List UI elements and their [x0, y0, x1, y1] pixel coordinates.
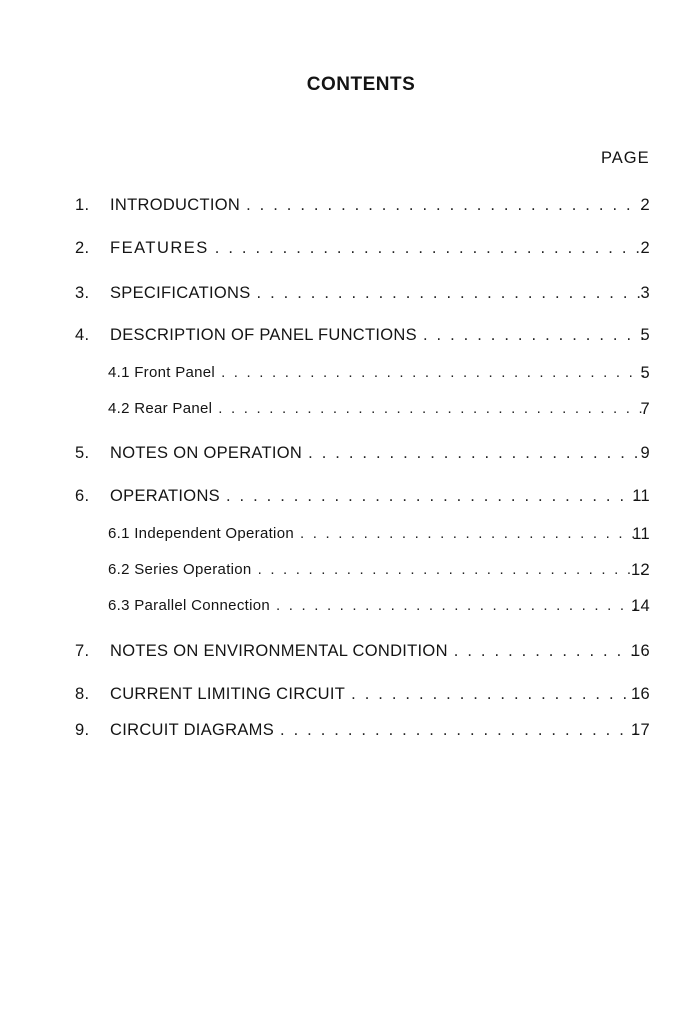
page-column-label: PAGE	[601, 149, 650, 167]
toc-entry-title: INTRODUCTION	[110, 196, 241, 214]
toc-entry-page: 5	[640, 364, 650, 382]
dot-leader	[246, 196, 646, 215]
toc-entry-page: 16	[631, 685, 650, 703]
page-title: CONTENTS	[306, 74, 416, 95]
toc-entry-front-panel[interactable]	[0, 364, 686, 388]
toc-entry-line	[110, 284, 646, 303]
toc-entry-page: 9	[640, 444, 650, 462]
toc-entry-current-limiting-circuit[interactable]	[0, 685, 686, 709]
toc-entry-page: 2	[640, 196, 650, 214]
toc-entry-title: OPERATIONS	[110, 487, 220, 505]
toc-entry-title: 6.3 Parallel Connection	[108, 597, 270, 614]
toc-entry-number: 6.	[75, 487, 90, 505]
toc-entry-specifications[interactable]	[0, 284, 686, 308]
toc-entry-line	[108, 597, 646, 614]
toc-entry-number: 5.	[75, 444, 90, 462]
toc-entry-page: 16	[631, 642, 650, 660]
toc-entry-page: 12	[631, 561, 650, 579]
toc-entry-features[interactable]	[0, 239, 686, 263]
toc-entry-title: NOTES ON OPERATION	[110, 444, 303, 462]
toc-entry-number: 4.	[75, 326, 90, 344]
toc-entry-page: 7	[640, 400, 650, 418]
toc-entry-line	[108, 364, 646, 381]
toc-entry-number: 7.	[75, 642, 90, 660]
dot-leader	[218, 400, 646, 417]
toc-entry-title: 4.1 Front Panel	[108, 364, 216, 381]
toc-entry-line	[108, 525, 646, 542]
toc-entry-page: 11	[632, 525, 650, 543]
dot-leader	[280, 721, 646, 740]
toc-entry-line	[110, 326, 646, 345]
toc-entry-page: 3	[640, 284, 650, 302]
toc-entry-rear-panel[interactable]	[0, 400, 686, 424]
dot-leader	[257, 284, 647, 303]
dot-leader	[300, 525, 646, 542]
toc-entry-page: 2	[640, 239, 650, 257]
toc-entry-page: 11	[632, 487, 650, 505]
toc-entry-introduction[interactable]	[0, 196, 686, 220]
toc-entry-page: 5	[640, 326, 650, 344]
toc-entry-page: 17	[631, 721, 650, 739]
toc-entry-series-operation[interactable]	[0, 561, 686, 585]
toc-entry-notes-on-operation[interactable]	[0, 444, 686, 468]
toc-entry-number: 8.	[75, 685, 90, 703]
dot-leader	[221, 364, 646, 381]
toc-entry-title: DESCRIPTION OF PANEL FUNCTIONS	[110, 326, 417, 344]
toc-entry-line	[110, 444, 646, 463]
toc-entry-number: 3.	[75, 284, 90, 302]
toc-entry-title: FEATURES	[110, 239, 209, 257]
dot-leader	[226, 487, 646, 506]
toc-entry-line	[110, 721, 646, 740]
toc-entry-line	[110, 685, 646, 704]
toc-entry-number: 2.	[75, 239, 90, 257]
toc-entry-circuit-diagrams[interactable]	[0, 721, 686, 745]
dot-leader	[276, 597, 646, 614]
dot-leader	[308, 444, 646, 463]
toc-entry-line	[110, 642, 646, 661]
toc-entry-page: 14	[631, 597, 650, 615]
toc-entry-title: 6.2 Series Operation	[108, 561, 252, 578]
toc-entry-line	[110, 487, 646, 506]
toc-entry-title: NOTES ON ENVIRONMENTAL CONDITION	[110, 642, 448, 660]
toc-entry-independent-operation[interactable]	[0, 525, 686, 549]
dot-leader	[258, 561, 646, 578]
toc-entry-line	[110, 239, 646, 258]
toc-entry-title: 4.2 Rear Panel	[108, 400, 213, 417]
toc-entry-parallel-connection[interactable]	[0, 597, 686, 621]
toc-entry-title: CIRCUIT DIAGRAMS	[110, 721, 275, 739]
dot-leader	[215, 239, 646, 258]
toc-entry-panel-functions[interactable]	[0, 326, 686, 350]
toc-entry-environmental-condition[interactable]	[0, 642, 686, 666]
dot-leader	[454, 642, 646, 661]
toc-entry-title: SPECIFICATIONS	[110, 284, 251, 302]
toc-entry-number: 9.	[75, 721, 90, 739]
toc-entry-line	[110, 196, 646, 215]
toc-entry-line	[108, 400, 646, 417]
toc-entry-title: CURRENT LIMITING CIRCUIT	[110, 685, 346, 703]
toc-entry-line	[108, 561, 646, 578]
dot-leader	[423, 326, 646, 345]
toc-entry-number: 1.	[75, 196, 90, 214]
toc-entry-title: 6.1 Independent Operation	[108, 525, 294, 542]
dot-leader	[351, 685, 646, 704]
toc-entry-operations[interactable]	[0, 487, 686, 511]
